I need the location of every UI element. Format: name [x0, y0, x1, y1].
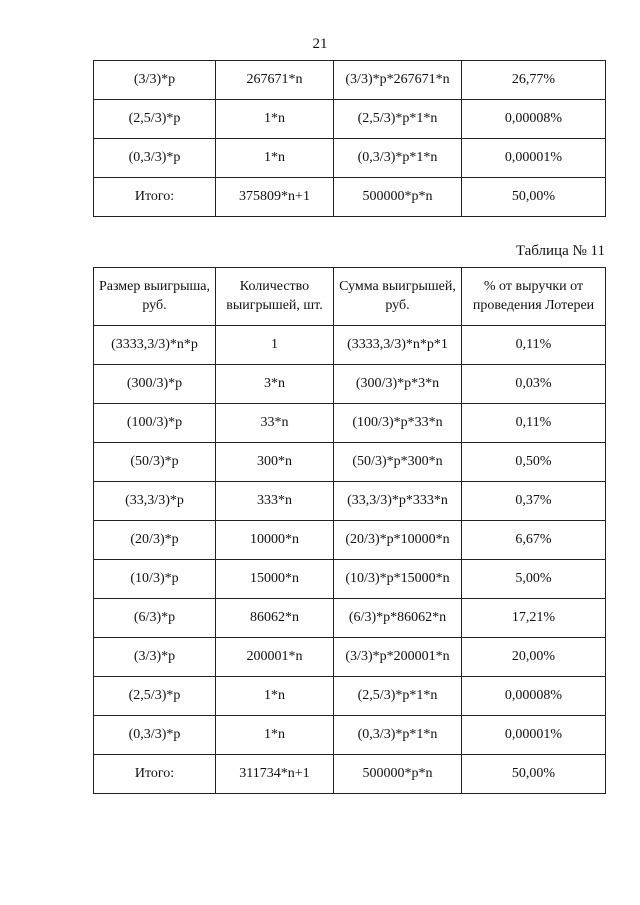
cell-prize-count: 1*n	[216, 716, 334, 755]
header-revenue-percent: % от выручки от проведения Лотереи	[462, 268, 606, 326]
table-row	[94, 443, 606, 482]
cell-prize-sum: (3/3)*p*200001*n	[334, 638, 462, 677]
table-row	[94, 482, 606, 521]
table-row	[94, 560, 606, 599]
cell-prize-count: 15000*n	[216, 560, 334, 599]
cell-prize-count: 1*n	[216, 677, 334, 716]
table-row	[94, 326, 606, 365]
cell-prize-count: 333*n	[216, 482, 334, 521]
cell-prize-sum: (0,3/3)*p*1*n	[334, 716, 462, 755]
cell-revenue-percent: 50,00%	[462, 755, 606, 794]
cell-prize-size: (20/3)*p	[94, 521, 216, 560]
cell-revenue-percent: 0,37%	[462, 482, 606, 521]
cell-revenue-percent: 50,00%	[462, 178, 606, 217]
table-row	[94, 755, 606, 794]
cell-prize-size: (300/3)*p	[94, 365, 216, 404]
cell-prize-sum: 500000*p*n	[334, 755, 462, 794]
cell-revenue-percent: 0,00008%	[462, 677, 606, 716]
table-11-caption: Таблица № 11	[515, 243, 605, 259]
cell-prize-sum: (50/3)*p*300*n	[334, 443, 462, 482]
table-row	[94, 716, 606, 755]
prize-table-11	[93, 267, 606, 794]
cell-prize-sum: (2,5/3)*p*1*n	[334, 100, 462, 139]
cell-prize-size: (100/3)*p	[94, 404, 216, 443]
cell-prize-size: (3/3)*p	[94, 61, 216, 100]
table-row	[94, 61, 606, 100]
table-row	[94, 677, 606, 716]
table-row	[94, 139, 606, 178]
cell-prize-size: (0,3/3)*p	[94, 716, 216, 755]
cell-prize-size: (33,3/3)*p	[94, 482, 216, 521]
cell-prize-size: (3/3)*p	[94, 638, 216, 677]
cell-prize-size: (2,5/3)*p	[94, 677, 216, 716]
cell-prize-sum: 500000*p*n	[334, 178, 462, 217]
cell-prize-sum: (300/3)*p*3*n	[334, 365, 462, 404]
cell-prize-sum: (3/3)*p*267671*n	[334, 61, 462, 100]
cell-prize-size: Итого:	[94, 755, 216, 794]
cell-revenue-percent: 0,11%	[462, 326, 606, 365]
cell-prize-sum: (6/3)*p*86062*n	[334, 599, 462, 638]
cell-prize-sum: (2,5/3)*p*1*n	[334, 677, 462, 716]
header-prize-size: Размер выигрыша, руб.	[94, 268, 216, 326]
cell-revenue-percent: 0,11%	[462, 404, 606, 443]
cell-prize-count: 311734*n+1	[216, 755, 334, 794]
cell-prize-size: (0,3/3)*p	[94, 139, 216, 178]
cell-revenue-percent: 5,00%	[462, 560, 606, 599]
cell-revenue-percent: 20,00%	[462, 638, 606, 677]
cell-revenue-percent: 0,03%	[462, 365, 606, 404]
cell-prize-size: (2,5/3)*p	[94, 100, 216, 139]
cell-prize-size: (50/3)*p	[94, 443, 216, 482]
cell-prize-count: 300*n	[216, 443, 334, 482]
cell-prize-count: 86062*n	[216, 599, 334, 638]
cell-prize-sum: (10/3)*p*15000*n	[334, 560, 462, 599]
cell-prize-count: 33*n	[216, 404, 334, 443]
table-row	[94, 638, 606, 677]
cell-prize-count: 267671*n	[216, 61, 334, 100]
prize-table-continued	[93, 60, 606, 217]
header-prize-count: Количество выигрышей, шт.	[216, 268, 334, 326]
cell-prize-size: (6/3)*p	[94, 599, 216, 638]
cell-revenue-percent: 0,00001%	[462, 716, 606, 755]
cell-revenue-percent: 0,50%	[462, 443, 606, 482]
cell-prize-count: 200001*n	[216, 638, 334, 677]
cell-prize-count: 3*n	[216, 365, 334, 404]
cell-prize-sum: (100/3)*p*33*n	[334, 404, 462, 443]
table-row	[94, 365, 606, 404]
cell-prize-count: 1	[216, 326, 334, 365]
table-row	[94, 599, 606, 638]
cell-revenue-percent: 26,77%	[462, 61, 606, 100]
cell-prize-sum: (0,3/3)*p*1*n	[334, 139, 462, 178]
cell-revenue-percent: 0,00001%	[462, 139, 606, 178]
cell-prize-count: 10000*n	[216, 521, 334, 560]
page-number: 21	[312, 36, 328, 52]
cell-revenue-percent: 17,21%	[462, 599, 606, 638]
cell-prize-size: Итого:	[94, 178, 216, 217]
cell-prize-sum: (20/3)*p*10000*n	[334, 521, 462, 560]
table-row	[94, 404, 606, 443]
header-prize-sum: Сумма выигрышей, руб.	[334, 268, 462, 326]
cell-prize-size: (10/3)*p	[94, 560, 216, 599]
cell-prize-count: 375809*n+1	[216, 178, 334, 217]
cell-prize-size: (3333,3/3)*n*p	[94, 326, 216, 365]
cell-revenue-percent: 6,67%	[462, 521, 606, 560]
table-row	[94, 178, 606, 217]
table-row	[94, 521, 606, 560]
table-header-row	[94, 268, 606, 326]
cell-prize-count: 1*n	[216, 100, 334, 139]
table-row	[94, 100, 606, 139]
cell-prize-count: 1*n	[216, 139, 334, 178]
cell-prize-sum: (33,3/3)*p*333*n	[334, 482, 462, 521]
cell-prize-sum: (3333,3/3)*n*p*1	[334, 326, 462, 365]
cell-revenue-percent: 0,00008%	[462, 100, 606, 139]
